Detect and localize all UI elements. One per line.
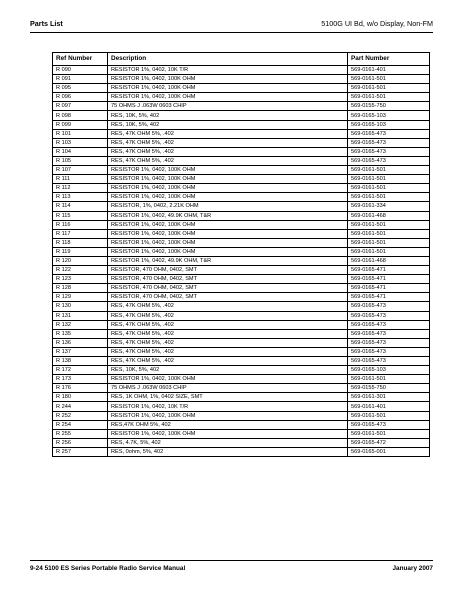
cell-ref-number: R 119 [53, 247, 108, 256]
cell-part-number: 569-0165-473 [348, 156, 430, 165]
cell-part-number: 569-0155-750 [348, 384, 430, 393]
cell-description: RESISTOR 1%, 0402, 100K OHM [108, 411, 348, 420]
table-row [53, 447, 430, 456]
table-row [53, 338, 430, 347]
table-row [53, 320, 430, 329]
cell-part-number: 569-0161-501 [348, 220, 430, 229]
cell-part-number: 569-0165-473 [348, 311, 430, 320]
table-row [53, 166, 430, 175]
table-row [53, 202, 430, 211]
publication-date: January 2007 [392, 565, 433, 572]
cell-description: RESISTOR 1%, 0402, 100K OHM [108, 229, 348, 238]
cell-part-number: 569-0161-501 [348, 184, 430, 193]
table-row [53, 156, 430, 165]
cell-description: RES, 47K OHM 5%, .402 [108, 129, 348, 138]
cell-description: RESISTOR 1%, 0402, 100K OHM [108, 238, 348, 247]
table-row [53, 247, 430, 256]
cell-description: RES, 47K OHM 5%, .402 [108, 311, 348, 320]
cell-ref-number: R 118 [53, 238, 108, 247]
column-header-part-number: Part Number [348, 53, 430, 66]
cell-description: RESISTOR 1%, 0402, 10K T/R [108, 66, 348, 75]
table-row [53, 329, 430, 338]
cell-part-number: 569-0161-501 [348, 193, 430, 202]
cell-description: RESISTOR, 470 OHM, 0402, SMT [108, 275, 348, 284]
cell-part-number: 569-0161-468 [348, 256, 430, 265]
cell-ref-number: R 122 [53, 266, 108, 275]
cell-part-number: 569-0165-473 [348, 138, 430, 147]
cell-ref-number: R 128 [53, 284, 108, 293]
cell-ref-number: R 176 [53, 384, 108, 393]
cell-ref-number: R 098 [53, 111, 108, 120]
cell-ref-number: R 138 [53, 357, 108, 366]
table-row [53, 193, 430, 202]
cell-description: RES, 10K, 5%, 402 [108, 366, 348, 375]
cell-description: RESISTOR 1%, 0402, 100K OHM [108, 75, 348, 84]
table-row [53, 266, 430, 275]
table-row [53, 238, 430, 247]
table-row [53, 120, 430, 129]
cell-ref-number: R 113 [53, 193, 108, 202]
cell-part-number: 569-0161-501 [348, 229, 430, 238]
cell-ref-number: R 256 [53, 438, 108, 447]
table-row [53, 102, 430, 111]
table-row [53, 375, 430, 384]
cell-part-number: 569-0161-501 [348, 429, 430, 438]
cell-description: RES, 47K OHM 5%, .402 [108, 138, 348, 147]
cell-part-number: 569-0155-750 [348, 102, 430, 111]
column-header-description: Description [108, 53, 348, 66]
cell-ref-number: R 132 [53, 320, 108, 329]
cell-part-number: 569-0161-468 [348, 211, 430, 220]
cell-ref-number: R 252 [53, 411, 108, 420]
cell-ref-number: R 117 [53, 229, 108, 238]
cell-ref-number: R 180 [53, 393, 108, 402]
cell-part-number: 569-0161-401 [348, 402, 430, 411]
table-row [53, 93, 430, 102]
cell-ref-number: R 115 [53, 211, 108, 220]
cell-ref-number: R 114 [53, 202, 108, 211]
cell-ref-number: R 103 [53, 138, 108, 147]
cell-ref-number: R 172 [53, 366, 108, 375]
cell-part-number: 569-0165-471 [348, 284, 430, 293]
cell-description: RESISTOR, 470 OHM, 0402, SMT [108, 293, 348, 302]
cell-ref-number: R 130 [53, 302, 108, 311]
cell-part-number: 569-0165-473 [348, 147, 430, 156]
header-divider [30, 32, 433, 33]
cell-part-number: 569-0165-473 [348, 329, 430, 338]
cell-part-number: 569-0165-471 [348, 293, 430, 302]
cell-part-number: 569-0165-471 [348, 266, 430, 275]
cell-part-number: 569-0165-001 [348, 447, 430, 456]
table-row [53, 84, 430, 93]
cell-ref-number: R 123 [53, 275, 108, 284]
cell-description: RES, 0ohm, 5%, 402 [108, 447, 348, 456]
cell-ref-number: R 173 [53, 375, 108, 384]
cell-part-number: 569-0161-501 [348, 84, 430, 93]
table-row [53, 438, 430, 447]
table-row [53, 275, 430, 284]
cell-part-number: 569-0165-473 [348, 338, 430, 347]
cell-description: RESISTOR 1%, 0402, 100K OHM [108, 184, 348, 193]
cell-ref-number: R 257 [53, 447, 108, 456]
cell-part-number: 569-0165-473 [348, 320, 430, 329]
cell-part-number: 569-0161-501 [348, 75, 430, 84]
cell-description: RES, 47K OHM 5%, .402 [108, 156, 348, 165]
cell-description: RES, 47K OHM 5%, .402 [108, 302, 348, 311]
cell-description: 75 OHMS J .063W 0603 CHIP [108, 102, 348, 111]
cell-description: RESISTOR 1%, 0402, 49.9K OHM, T&R [108, 211, 348, 220]
cell-description: RESISTOR, 470 OHM, 0402, SMT [108, 284, 348, 293]
cell-description: RESISTOR 1%, 0402, 10K T/R [108, 402, 348, 411]
cell-ref-number: R 116 [53, 220, 108, 229]
column-header-ref-number: Ref Number [53, 53, 108, 66]
cell-description: RES, 47K OHM 5%, .402 [108, 347, 348, 356]
table-row [53, 284, 430, 293]
cell-ref-number: R 129 [53, 293, 108, 302]
table-row [53, 293, 430, 302]
cell-ref-number: R 090 [53, 66, 108, 75]
cell-part-number: 569-0161-501 [348, 411, 430, 420]
cell-description: RESISTOR 1%, 0402, 49.9K OHM, T&R [108, 256, 348, 265]
table-row [53, 111, 430, 120]
cell-part-number: 569-0161-501 [348, 375, 430, 384]
cell-part-number: 569-0165-471 [348, 275, 430, 284]
cell-part-number: 569-0165-473 [348, 302, 430, 311]
cell-description: RESISTOR, 1%, 0402, 2.21K OHM [108, 202, 348, 211]
cell-description: RESISTOR 1%, 0402, 100K OHM [108, 84, 348, 93]
cell-description: RES, 47K OHM 5%, .402 [108, 329, 348, 338]
cell-description: RESISTOR 1%, 0402, 100K OHM [108, 429, 348, 438]
cell-ref-number: R 097 [53, 102, 108, 111]
table-row [53, 429, 430, 438]
cell-ref-number: R 107 [53, 166, 108, 175]
cell-part-number: 569-0161-501 [348, 93, 430, 102]
cell-ref-number: R 120 [53, 256, 108, 265]
cell-description: RES,47K OHM 5%, 402 [108, 420, 348, 429]
table-row [53, 75, 430, 84]
table-row [53, 357, 430, 366]
cell-part-number: 569-0165-472 [348, 438, 430, 447]
section-title: Parts List [30, 19, 63, 28]
footer-divider [30, 560, 433, 561]
cell-ref-number: R 099 [53, 120, 108, 129]
cell-part-number: 569-0165-103 [348, 366, 430, 375]
cell-ref-number: R 131 [53, 311, 108, 320]
cell-ref-number: R 136 [53, 338, 108, 347]
cell-ref-number: R 111 [53, 175, 108, 184]
cell-description: RESISTOR 1%, 0402, 100K OHM [108, 166, 348, 175]
table-row [53, 420, 430, 429]
cell-description: RES, 47K OHM 5%, .402 [108, 357, 348, 366]
cell-description: RESISTOR 1%, 0402, 100K OHM [108, 375, 348, 384]
cell-description: RESISTOR 1%, 0402, 100K OHM [108, 220, 348, 229]
cell-description: RES, 10K, 5%, 402 [108, 111, 348, 120]
cell-part-number: 569-0161-301 [348, 393, 430, 402]
cell-ref-number: R 091 [53, 75, 108, 84]
cell-ref-number: R 101 [53, 129, 108, 138]
board-title: 5100G UI Bd, w/o Display, Non-FM [321, 19, 433, 28]
page-number-and-manual-title: 9-24 5100 ES Series Portable Radio Service Manual [30, 565, 186, 572]
cell-description: RES, 1K OHM, 1%, 0402 SIZE, SMT [108, 393, 348, 402]
cell-description: RESISTOR 1%, 0402, 100K OHM [108, 193, 348, 202]
cell-part-number: 569-0165-473 [348, 347, 430, 356]
cell-part-number: 569-0165-473 [348, 357, 430, 366]
cell-ref-number: R 104 [53, 147, 108, 156]
cell-ref-number: R 137 [53, 347, 108, 356]
cell-description: RES, 10K, 5%, 402 [108, 120, 348, 129]
parts-table-body [53, 66, 430, 457]
cell-part-number: 569-0161-401 [348, 66, 430, 75]
table-row [53, 366, 430, 375]
cell-ref-number: R 096 [53, 93, 108, 102]
table-row [53, 220, 430, 229]
cell-ref-number: R 255 [53, 429, 108, 438]
cell-description: RES, 47K OHM 5%, .402 [108, 338, 348, 347]
table-row [53, 229, 430, 238]
table-row [53, 256, 430, 265]
cell-ref-number: R 135 [53, 329, 108, 338]
cell-description: 75 OHMS J .063W 0603 CHIP [108, 384, 348, 393]
cell-description: RES, 47K OHM 5%, .402 [108, 320, 348, 329]
table-row [53, 138, 430, 147]
cell-part-number: 569-0161-501 [348, 247, 430, 256]
cell-part-number: 569-0165-103 [348, 120, 430, 129]
cell-part-number: 569-0161-334 [348, 202, 430, 211]
table-row [53, 184, 430, 193]
cell-description: RES, 47K OHM 5%, .402 [108, 147, 348, 156]
cell-part-number: 569-0161-501 [348, 166, 430, 175]
cell-ref-number: R 112 [53, 184, 108, 193]
page-header [30, 19, 433, 31]
table-row [53, 311, 430, 320]
table-row [53, 393, 430, 402]
cell-description: RESISTOR, 470 OHM, 0402, SMT [108, 266, 348, 275]
cell-description: RESISTOR 1%, 0402, 100K OHM [108, 93, 348, 102]
cell-part-number: 569-0165-103 [348, 111, 430, 120]
cell-description: RESISTOR 1%, 0402, 100K OHM [108, 247, 348, 256]
cell-description: RES, 4.7K, 5%, 402 [108, 438, 348, 447]
table-row [53, 211, 430, 220]
table-row [53, 302, 430, 311]
cell-part-number: 569-0161-501 [348, 175, 430, 184]
cell-part-number: 569-0161-501 [348, 238, 430, 247]
table-row [53, 129, 430, 138]
parts-table [52, 52, 430, 457]
table-row [53, 402, 430, 411]
cell-part-number: 569-0165-473 [348, 420, 430, 429]
table-header-row [53, 53, 430, 66]
cell-ref-number: R 244 [53, 402, 108, 411]
table-row [53, 66, 430, 75]
table-row [53, 175, 430, 184]
cell-ref-number: R 105 [53, 156, 108, 165]
cell-part-number: 569-0165-473 [348, 129, 430, 138]
page-footer [30, 565, 433, 577]
table-row [53, 384, 430, 393]
table-row [53, 411, 430, 420]
cell-ref-number: R 095 [53, 84, 108, 93]
cell-description: RESISTOR 1%, 0402, 100K OHM [108, 175, 348, 184]
table-row [53, 347, 430, 356]
cell-ref-number: R 254 [53, 420, 108, 429]
table-row [53, 147, 430, 156]
